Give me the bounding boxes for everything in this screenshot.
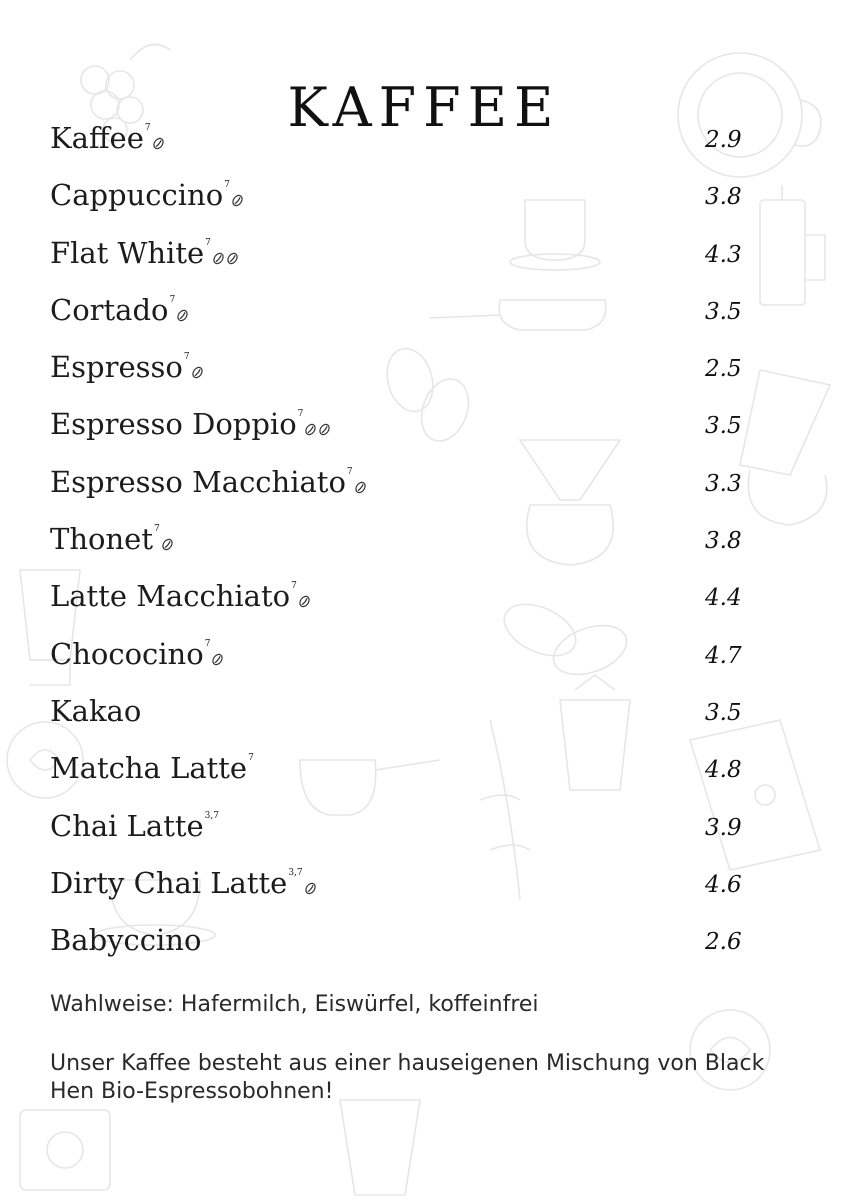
menu-item-name: Kaffee (50, 121, 144, 155)
menu-item-name: Cappuccino (50, 178, 224, 213)
menu-item-price: 3.5 (705, 298, 742, 325)
menu-item (50, 232, 810, 289)
menu-item-name: Kakao (50, 693, 142, 728)
coffee-bean-icon (226, 238, 239, 272)
menu-item-name: Thonet (50, 522, 153, 557)
menu-item-price: 2.6 (705, 929, 742, 956)
menu-item-name-group (50, 522, 174, 558)
menu-item-name-group (50, 637, 224, 673)
menu-item (50, 289, 810, 346)
menu-list (50, 117, 810, 976)
menu-item (50, 862, 810, 919)
menu-item-price: 3.8 (705, 184, 742, 211)
menu-item (50, 633, 810, 690)
menu-item-price: 3.5 (705, 699, 742, 726)
coffee-bean-icon (304, 409, 317, 443)
menu-item-name: Chococino (50, 636, 204, 671)
menu-item-name-group (50, 809, 219, 843)
menu-item-name-group (50, 923, 201, 957)
coffee-bean-icon (211, 639, 224, 673)
allergen-footnote: 7 (153, 524, 160, 535)
menu-item (50, 805, 810, 862)
coffee-bean-icon (212, 238, 225, 272)
menu-item-price: 3.9 (705, 814, 742, 841)
menu-item-name: Espresso Doppio (50, 407, 297, 442)
menu-item (50, 461, 810, 518)
menu-item-name: Dirty Chai Latte (50, 865, 288, 900)
menu-item (50, 117, 810, 174)
coffee-bean-icon (304, 868, 317, 902)
menu-item-price: 4.7 (705, 642, 742, 669)
coffee-bean-icon (191, 352, 204, 386)
allergen-footnote: 7 (144, 123, 151, 133)
menu-item-price: 3.3 (705, 470, 742, 497)
coffee-bean-icon (231, 180, 244, 214)
menu-item (50, 690, 810, 747)
menu-item-name-group (50, 178, 244, 214)
allergen-footnote: 3,7 (204, 810, 219, 821)
allergen-footnote: 7 (346, 466, 353, 477)
menu-item-name-group (50, 293, 189, 329)
menu-item-price: 3.5 (705, 413, 742, 440)
allergen-footnote: 7 (297, 409, 304, 420)
allergen-footnote: 7 (169, 294, 176, 305)
menu-item (50, 518, 810, 575)
menu-item-price: 2.9 (705, 127, 742, 153)
menu-item-name-group (50, 694, 141, 728)
menu-item-name-group (50, 407, 331, 443)
menu-item (50, 919, 810, 976)
menu-item (50, 346, 810, 403)
menu-item-price: 3.8 (705, 528, 742, 555)
menu-item-name-group (50, 751, 254, 785)
menu-item (50, 174, 810, 231)
menu-item-price: 4.6 (705, 871, 742, 898)
menu-item-name-group (50, 121, 165, 157)
menu-item-name: Babyccino (50, 923, 202, 958)
allergen-footnote: 7 (291, 581, 297, 592)
allergen-footnote: 7 (183, 352, 190, 363)
menu-item-name: Flat White (50, 235, 205, 270)
menu-item-name-group (50, 350, 204, 386)
glass-bottom-illustration (340, 1100, 420, 1195)
menu-item-price: 4.8 (705, 757, 742, 784)
menu-item-name-group (50, 236, 239, 272)
menu-item-name-group (50, 866, 317, 902)
menu-item-name-group (50, 579, 311, 615)
menu-item-name: Espresso (50, 350, 183, 385)
menu-item-name: Matcha Latte (50, 751, 248, 786)
coffee-bean-icon (161, 524, 174, 558)
coffee-bean-icon (176, 295, 189, 329)
coffee-bean-icon (298, 581, 311, 615)
allergen-footnote: 7 (204, 638, 211, 649)
menu-item (50, 747, 810, 804)
menu-item-price: 2.5 (705, 356, 742, 383)
coffee-bean-icon (152, 123, 165, 157)
menu-item-name-group (50, 465, 367, 501)
menu-item (50, 575, 810, 632)
grinder-illustration (20, 1110, 110, 1190)
page-title: KAFFEE (287, 76, 561, 140)
menu-item (50, 403, 810, 460)
allergen-footnote: 3,7 (288, 867, 303, 878)
coffee-bean-icon (354, 467, 367, 501)
allergen-footnote: 7 (205, 237, 211, 248)
menu-item-name: Chai Latte (50, 808, 204, 843)
options-text: Wahlweise: Hafermilch, Eiswürfel, koffeinfrei (50, 992, 539, 1017)
allergen-footnote: 7 (224, 180, 230, 191)
menu-item-price: 4.3 (705, 241, 742, 268)
allergen-footnote: 7 (248, 753, 254, 764)
menu-item-price: 4.4 (705, 585, 742, 612)
note-text: Unser Kaffee besteht aus einer hauseigenen Mischung von Black Hen Bio-Espressobohnen! (50, 1051, 765, 1104)
menu-item-name: Cortado (50, 292, 169, 327)
menu-item-name: Espresso Macchiato (50, 464, 346, 499)
coffee-bean-icon (318, 409, 331, 443)
menu-item-name: Latte Macchiato (50, 579, 291, 614)
